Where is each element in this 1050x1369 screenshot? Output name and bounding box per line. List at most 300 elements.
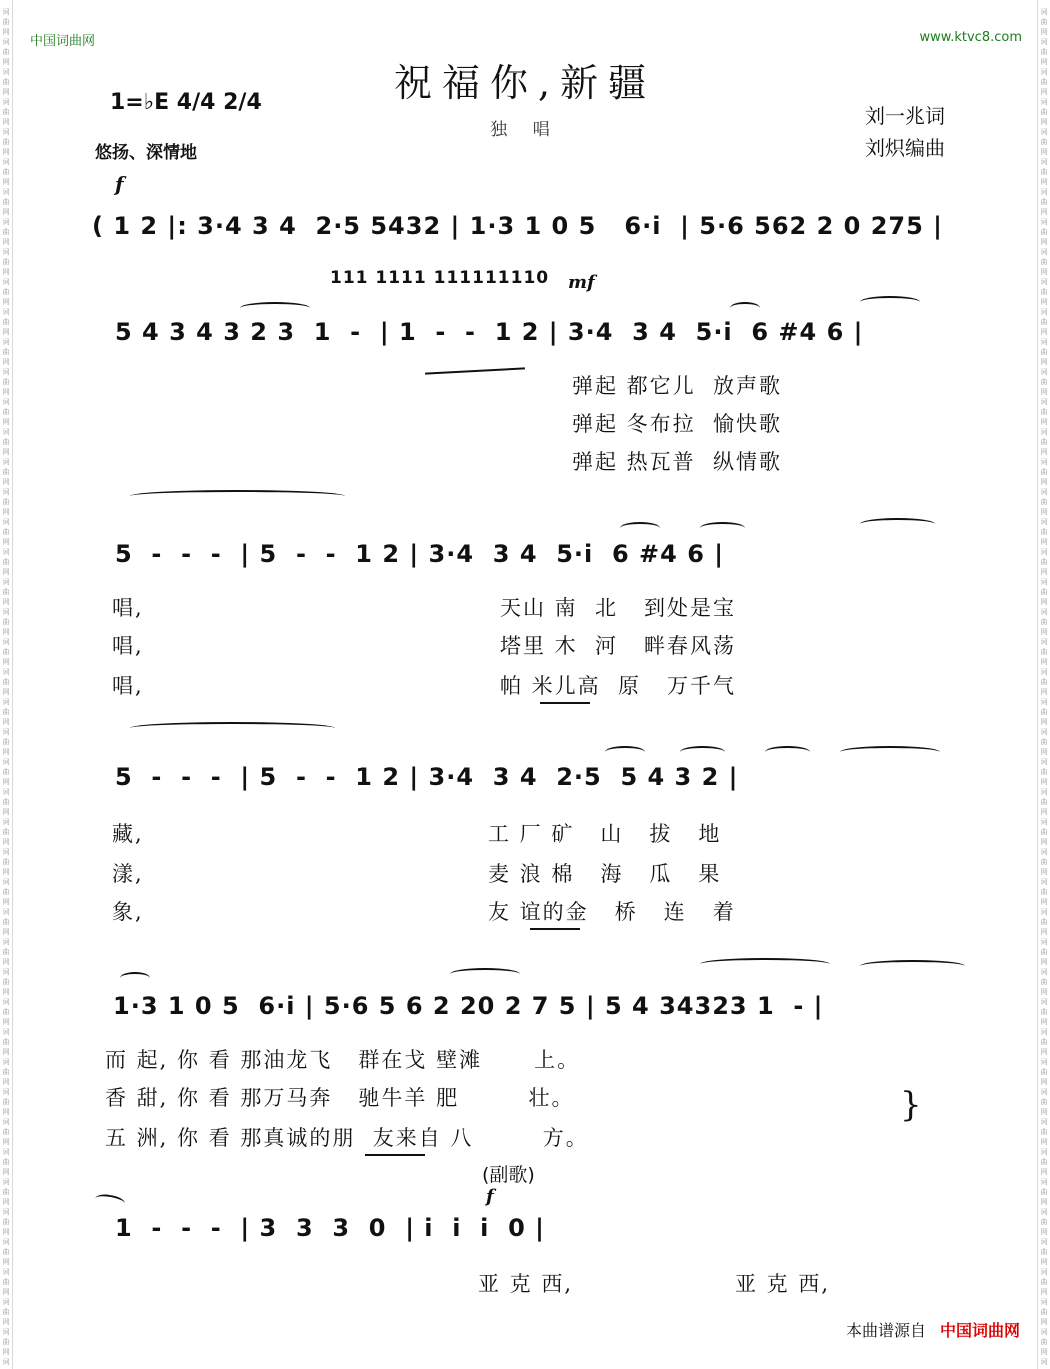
watermark-glyph: 曲 — [2, 228, 10, 236]
watermark-glyph: 词 — [2, 608, 10, 616]
watermark-glyph: 词 — [1040, 248, 1048, 256]
watermark-glyph: 词 — [1040, 758, 1048, 766]
watermark-glyph: 曲 — [1040, 1128, 1048, 1136]
watermark-glyph: 网 — [1040, 88, 1048, 96]
watermark-glyph: 曲 — [2, 558, 10, 566]
watermark-glyph: 词 — [2, 1058, 10, 1066]
watermark-glyph: 网 — [1040, 658, 1048, 666]
watermark-glyph: 曲 — [1040, 1098, 1048, 1106]
watermark-glyph: 曲 — [2, 378, 10, 386]
watermark-glyph: 曲 — [2, 948, 10, 956]
watermark-glyph: 曲 — [1040, 1308, 1048, 1316]
watermark-glyph: 网 — [2, 118, 10, 126]
watermark-glyph: 网 — [2, 868, 10, 876]
slur-mark — [840, 746, 940, 758]
site-url-right[interactable]: www.ktvc8.com — [919, 30, 1022, 45]
watermark-glyph: 网 — [1040, 748, 1048, 756]
watermark-glyph: 网 — [1040, 1078, 1048, 1086]
watermark-glyph: 曲 — [1040, 1068, 1048, 1076]
watermark-glyph: 词 — [2, 668, 10, 676]
watermark-glyph: 曲 — [1040, 678, 1048, 686]
watermark-glyph: 词 — [1040, 638, 1048, 646]
watermark-glyph: 词 — [2, 128, 10, 136]
slur-mark — [730, 302, 760, 314]
watermark-glyph: 曲 — [2, 618, 10, 626]
watermark-glyph: 曲 — [2, 828, 10, 836]
tie-mark — [130, 722, 335, 734]
watermark-glyph: 曲 — [2, 138, 10, 146]
watermark-glyph: 网 — [1040, 508, 1048, 516]
dynamic-mezzo-forte: mf — [568, 272, 595, 293]
watermark-glyph: 网 — [1040, 718, 1048, 726]
lyric-word: 漾, — [112, 862, 144, 886]
watermark-glyph: 词 — [2, 1148, 10, 1156]
verse-line: 弹起 都它儿 放声歌 — [572, 374, 783, 398]
watermark-glyph: 曲 — [2, 588, 10, 596]
watermark-glyph: 网 — [2, 1318, 10, 1326]
watermark-glyph: 曲 — [2, 1338, 10, 1346]
watermark-glyph: 网 — [2, 1168, 10, 1176]
watermark-glyph: 词 — [2, 98, 10, 106]
verse-line: 麦 浪 棉 海 瓜 果 — [488, 862, 722, 886]
watermark-glyph: 词 — [1040, 218, 1048, 226]
watermark-glyph: 词 — [2, 848, 10, 856]
watermark-glyph: 曲 — [1040, 828, 1048, 836]
watermark-glyph: 网 — [2, 88, 10, 96]
watermark-glyph: 词 — [1040, 1298, 1048, 1306]
watermark-glyph: 网 — [1040, 868, 1048, 876]
verse-line: 工 厂 矿 山 拔 地 — [488, 822, 722, 846]
watermark-glyph: 网 — [2, 778, 10, 786]
watermark-glyph: 网 — [1040, 1348, 1048, 1356]
watermark-glyph: 网 — [2, 1078, 10, 1086]
watermark-glyph: 词 — [1040, 1268, 1048, 1276]
watermark-glyph: 曲 — [2, 318, 10, 326]
watermark-glyph: 网 — [1040, 418, 1048, 426]
watermark-glyph: 词 — [2, 1328, 10, 1336]
watermark-glyph: 曲 — [1040, 108, 1048, 116]
watermark-glyph: 曲 — [1040, 408, 1048, 416]
watermark-glyph: 网 — [1040, 478, 1048, 486]
watermark-glyph: 词 — [2, 488, 10, 496]
watermark-glyph: 曲 — [1040, 528, 1048, 536]
watermark-glyph: 网 — [2, 838, 10, 846]
watermark-glyph: 网 — [2, 508, 10, 516]
watermark-glyph: 词 — [1040, 1358, 1048, 1366]
watermark-glyph: 曲 — [1040, 768, 1048, 776]
watermark-glyph: 曲 — [2, 1158, 10, 1166]
watermark-glyph: 网 — [2, 568, 10, 576]
watermark-glyph: 曲 — [1040, 738, 1048, 746]
lyric-word: 唱, — [112, 634, 144, 658]
watermark-glyph: 曲 — [2, 888, 10, 896]
watermark-glyph: 词 — [1040, 788, 1048, 796]
watermark-glyph: 词 — [2, 458, 10, 466]
watermark-glyph: 词 — [1040, 998, 1048, 1006]
slur-mark — [240, 302, 310, 314]
watermark-glyph: 网 — [1040, 568, 1048, 576]
watermark-glyph: 网 — [1040, 598, 1048, 606]
song-subtitle: 独 唱 — [490, 120, 560, 140]
watermark-glyph: 曲 — [1040, 798, 1048, 806]
watermark-glyph: 词 — [2, 818, 10, 826]
watermark-glyph: 网 — [2, 598, 10, 606]
watermark-glyph: 曲 — [2, 1278, 10, 1286]
watermark-glyph: 词 — [2, 308, 10, 316]
watermark-glyph: 词 — [2, 278, 10, 286]
watermark-glyph: 曲 — [2, 1308, 10, 1316]
staff-line-3: 5 - - - | 5 - - 1 2 | 3·4 3 4 5·i 6 #4 6 | — [115, 540, 725, 568]
watermark-glyph: 曲 — [1040, 48, 1048, 56]
watermark-glyph: 词 — [1040, 518, 1048, 526]
watermark-glyph: 曲 — [2, 1128, 10, 1136]
watermark-glyph: 词 — [2, 638, 10, 646]
verse-line: 而 起, 你 看 那油龙飞 群在戈 壁滩 上。 — [105, 1048, 581, 1072]
watermark-glyph: 曲 — [1040, 288, 1048, 296]
watermark-glyph: 网 — [2, 28, 10, 36]
watermark-glyph: 网 — [2, 58, 10, 66]
watermark-glyph: 网 — [1040, 268, 1048, 276]
decrescendo-mark — [425, 367, 525, 374]
watermark-glyph: 词 — [2, 998, 10, 1006]
watermark-glyph: 曲 — [1040, 1158, 1048, 1166]
watermark-glyph: 曲 — [1040, 258, 1048, 266]
staff-line-4: 5 - - - | 5 - - 1 2 | 3·4 3 4 2·5 5 4 3 2 | — [115, 763, 739, 791]
accent-figures: 111 1111 111111110 — [330, 268, 550, 288]
watermark-glyph: 网 — [2, 928, 10, 936]
watermark-glyph: 词 — [2, 908, 10, 916]
slur-mark — [765, 746, 810, 758]
tie-mark — [130, 490, 345, 502]
watermark-glyph: 词 — [1040, 398, 1048, 406]
watermark-glyph: 曲 — [1040, 438, 1048, 446]
watermark-glyph: 曲 — [1040, 948, 1048, 956]
lyric-word: 藏, — [112, 822, 144, 846]
watermark-glyph: 曲 — [2, 1008, 10, 1016]
watermark-glyph: 词 — [1040, 668, 1048, 676]
watermark-glyph: 曲 — [2, 978, 10, 986]
watermark-glyph: 网 — [1040, 118, 1048, 126]
watermark-glyph: 网 — [2, 1138, 10, 1146]
watermark-glyph: 网 — [2, 1258, 10, 1266]
watermark-glyph: 曲 — [1040, 978, 1048, 986]
watermark-glyph: 网 — [2, 898, 10, 906]
watermark-glyph: 曲 — [2, 408, 10, 416]
slur-mark — [860, 518, 935, 530]
watermark-glyph: 曲 — [2, 768, 10, 776]
dynamic-forte: f — [115, 172, 124, 196]
watermark-glyph: 词 — [2, 1178, 10, 1186]
watermark-glyph: 词 — [1040, 1118, 1048, 1126]
watermark-glyph: 网 — [2, 298, 10, 306]
watermark-glyph: 曲 — [2, 348, 10, 356]
watermark-glyph: 网 — [1040, 1288, 1048, 1296]
watermark-glyph: 词 — [1040, 1088, 1048, 1096]
watermark-glyph: 网 — [2, 148, 10, 156]
watermark-glyph: 网 — [2, 268, 10, 276]
watermark-glyph: 网 — [1040, 688, 1048, 696]
watermark-glyph: 词 — [2, 518, 10, 526]
watermark-glyph: 词 — [1040, 728, 1048, 736]
watermark-glyph: 网 — [2, 538, 10, 546]
watermark-glyph: 词 — [2, 398, 10, 406]
watermark-glyph: 词 — [2, 1298, 10, 1306]
watermark-glyph: 网 — [1040, 1258, 1048, 1266]
watermark-glyph: 词 — [2, 758, 10, 766]
watermark-glyph: 词 — [2, 1118, 10, 1126]
slur-mark — [700, 522, 745, 534]
key-signature: 1=♭E 4/4 2/4 — [110, 90, 262, 115]
watermark-glyph: 词 — [1040, 878, 1048, 886]
watermark-glyph: 词 — [1040, 1148, 1048, 1156]
watermark-glyph: 网 — [2, 238, 10, 246]
slur-mark — [450, 968, 520, 980]
right-watermark-strip — [1037, 0, 1050, 1369]
watermark-glyph: 网 — [2, 1228, 10, 1236]
verse-line: 弹起 热瓦普 纵情歌 — [572, 450, 783, 474]
watermark-glyph: 词 — [1040, 458, 1048, 466]
left-watermark-strip — [0, 0, 13, 1369]
watermark-glyph: 词 — [2, 1088, 10, 1096]
watermark-glyph: 曲 — [1040, 1248, 1048, 1256]
watermark-glyph: 网 — [2, 958, 10, 966]
watermark-glyph: 词 — [2, 188, 10, 196]
watermark-glyph: 网 — [1040, 1108, 1048, 1116]
watermark-glyph: 词 — [1040, 188, 1048, 196]
watermark-glyph: 网 — [1040, 1318, 1048, 1326]
watermark-glyph: 曲 — [1040, 78, 1048, 86]
watermark-glyph: 词 — [1040, 698, 1048, 706]
watermark-glyph: 词 — [1040, 338, 1048, 346]
watermark-glyph: 曲 — [1040, 1008, 1048, 1016]
watermark-glyph: 词 — [1040, 1058, 1048, 1066]
watermark-glyph: 网 — [1040, 448, 1048, 456]
watermark-glyph: 网 — [2, 688, 10, 696]
watermark-glyph: 曲 — [1040, 918, 1048, 926]
watermark-glyph: 曲 — [1040, 888, 1048, 896]
refrain-marking: (副歌) — [482, 1164, 535, 1186]
lyric-word: 亚 克 西, — [478, 1272, 574, 1296]
slur-mark — [605, 746, 645, 758]
watermark-glyph: 词 — [1040, 68, 1048, 76]
watermark-glyph: 词 — [1040, 818, 1048, 826]
verse-brace: } — [900, 1085, 922, 1125]
watermark-glyph: 词 — [1040, 578, 1048, 586]
watermark-glyph: 词 — [1040, 128, 1048, 136]
slur-mark — [680, 746, 725, 758]
source-brand-link[interactable]: 中国词曲网 — [939, 1321, 1020, 1340]
watermark-glyph: 网 — [1040, 388, 1048, 396]
verse-line: 香 甜, 你 看 那万马奔 驰牛羊 肥 壮。 — [105, 1086, 575, 1110]
watermark-glyph: 词 — [1040, 308, 1048, 316]
watermark-glyph: 词 — [1040, 8, 1048, 16]
watermark-glyph: 网 — [1040, 1168, 1048, 1176]
watermark-glyph: 曲 — [2, 858, 10, 866]
watermark-glyph: 词 — [1040, 1178, 1048, 1186]
watermark-glyph: 词 — [2, 248, 10, 256]
watermark-glyph: 词 — [1040, 428, 1048, 436]
watermark-glyph: 曲 — [1040, 708, 1048, 716]
watermark-glyph: 词 — [1040, 968, 1048, 976]
watermark-glyph: 词 — [2, 1238, 10, 1246]
watermark-glyph: 网 — [1040, 1048, 1048, 1056]
watermark-glyph: 网 — [2, 808, 10, 816]
lyric-underline — [540, 702, 590, 704]
watermark-glyph: 网 — [1040, 838, 1048, 846]
source-footer — [846, 1318, 1020, 1341]
watermark-glyph: 网 — [1040, 58, 1048, 66]
tempo-marking: 悠扬、深情地 — [95, 143, 197, 163]
lyric-word: 亚 克 西, — [735, 1272, 831, 1296]
watermark-glyph: 词 — [2, 1358, 10, 1366]
staff-line-1: ( 1 2 |: 3·4 3 4 2·5 5432 | 1·3 1 0 5 6·i | 5·6 562 2 0 275 | — [92, 212, 943, 240]
watermark-glyph: 曲 — [2, 738, 10, 746]
watermark-glyph: 网 — [2, 748, 10, 756]
watermark-glyph: 网 — [2, 1108, 10, 1116]
slur-mark — [620, 522, 660, 534]
watermark-glyph: 网 — [2, 1048, 10, 1056]
watermark-glyph: 网 — [1040, 538, 1048, 546]
watermark-glyph: 网 — [2, 178, 10, 186]
watermark-glyph: 曲 — [2, 438, 10, 446]
watermark-glyph: 网 — [2, 1288, 10, 1296]
watermark-glyph: 曲 — [1040, 648, 1048, 656]
composer-credit: 刘炽编曲 — [865, 136, 945, 160]
song-title: 祝福你,新疆 — [393, 61, 657, 105]
watermark-glyph: 网 — [2, 328, 10, 336]
watermark-glyph: 网 — [2, 988, 10, 996]
watermark-glyph: 词 — [2, 38, 10, 46]
watermark-glyph: 词 — [2, 578, 10, 586]
watermark-glyph: 词 — [2, 1208, 10, 1216]
watermark-glyph: 曲 — [2, 1068, 10, 1076]
watermark-glyph: 词 — [2, 368, 10, 376]
watermark-glyph: 网 — [2, 1198, 10, 1206]
watermark-glyph: 词 — [2, 728, 10, 736]
watermark-glyph: 网 — [1040, 298, 1048, 306]
watermark-glyph: 曲 — [2, 1248, 10, 1256]
watermark-glyph: 词 — [1040, 848, 1048, 856]
watermark-glyph: 词 — [2, 68, 10, 76]
watermark-glyph: 词 — [2, 338, 10, 346]
watermark-glyph: 词 — [1040, 1238, 1048, 1246]
watermark-glyph: 词 — [2, 428, 10, 436]
watermark-glyph: 曲 — [1040, 618, 1048, 626]
watermark-glyph: 曲 — [1040, 588, 1048, 596]
tie-mark — [94, 1192, 126, 1209]
watermark-glyph: 词 — [2, 548, 10, 556]
watermark-glyph: 词 — [2, 218, 10, 226]
watermark-glyph: 曲 — [2, 198, 10, 206]
tie-mark — [700, 958, 830, 970]
watermark-glyph: 词 — [1040, 548, 1048, 556]
watermark-glyph: 网 — [1040, 1198, 1048, 1206]
watermark-glyph: 词 — [2, 938, 10, 946]
watermark-glyph: 词 — [1040, 368, 1048, 376]
watermark-glyph: 词 — [2, 878, 10, 886]
verse-line: 帕 米儿高 原 万千气 — [500, 674, 737, 698]
lyric-word: 唱, — [112, 674, 144, 698]
watermark-glyph: 词 — [2, 788, 10, 796]
verse-line: 五 洲, 你 看 那真诚的朋 友来自 八 方。 — [105, 1126, 589, 1150]
watermark-glyph: 曲 — [1040, 228, 1048, 236]
watermark-glyph: 网 — [1040, 958, 1048, 966]
watermark-glyph: 词 — [1040, 608, 1048, 616]
lyric-underline — [530, 928, 580, 930]
watermark-glyph: 曲 — [2, 678, 10, 686]
watermark-glyph: 网 — [2, 1018, 10, 1026]
watermark-glyph: 词 — [2, 1028, 10, 1036]
lyricist-credit: 刘一兆词 — [865, 104, 945, 128]
watermark-glyph: 网 — [1040, 808, 1048, 816]
watermark-glyph: 曲 — [2, 498, 10, 506]
watermark-glyph: 曲 — [2, 168, 10, 176]
lyric-word: 象, — [112, 900, 144, 924]
watermark-glyph: 曲 — [2, 528, 10, 536]
site-name-left[interactable]: 中国词曲网 — [30, 34, 96, 49]
watermark-glyph: 词 — [2, 698, 10, 706]
source-label: 本曲谱源自 — [845, 1321, 926, 1340]
watermark-glyph: 曲 — [2, 468, 10, 476]
staff-line-2: 5 4 3 4 3 2 3 1 - | 1 - - 1 2 | 3·4 3 4 5·i 6 #4 6 | — [115, 318, 864, 346]
watermark-glyph: 网 — [2, 418, 10, 426]
watermark-glyph: 词 — [2, 8, 10, 16]
watermark-glyph: 网 — [2, 208, 10, 216]
watermark-glyph: 曲 — [1040, 18, 1048, 26]
watermark-glyph: 词 — [1040, 938, 1048, 946]
watermark-glyph: 曲 — [2, 18, 10, 26]
verse-line: 友 谊的金 桥 连 着 — [488, 900, 736, 924]
watermark-glyph: 网 — [2, 658, 10, 666]
watermark-glyph: 网 — [1040, 238, 1048, 246]
watermark-glyph: 曲 — [2, 648, 10, 656]
watermark-glyph: 词 — [1040, 1208, 1048, 1216]
watermark-glyph: 词 — [1040, 908, 1048, 916]
watermark-glyph: 网 — [1040, 328, 1048, 336]
slur-mark — [860, 296, 920, 308]
watermark-glyph: 词 — [2, 158, 10, 166]
lyric-word: 唱, — [112, 596, 144, 620]
watermark-glyph: 曲 — [1040, 318, 1048, 326]
watermark-glyph: 词 — [1040, 1028, 1048, 1036]
watermark-glyph: 曲 — [2, 78, 10, 86]
watermark-glyph: 网 — [2, 358, 10, 366]
watermark-glyph: 网 — [2, 628, 10, 636]
watermark-glyph: 网 — [1040, 148, 1048, 156]
watermark-glyph: 曲 — [1040, 1038, 1048, 1046]
slur-mark — [120, 972, 150, 984]
watermark-glyph: 网 — [1040, 358, 1048, 366]
watermark-glyph: 曲 — [1040, 168, 1048, 176]
watermark-glyph: 词 — [1040, 278, 1048, 286]
watermark-glyph: 曲 — [1040, 558, 1048, 566]
watermark-glyph: 网 — [1040, 28, 1048, 36]
watermark-glyph: 词 — [1040, 98, 1048, 106]
watermark-glyph: 曲 — [1040, 1278, 1048, 1286]
watermark-glyph: 曲 — [1040, 1218, 1048, 1226]
watermark-glyph: 曲 — [2, 1218, 10, 1226]
watermark-glyph: 网 — [1040, 628, 1048, 636]
watermark-glyph: 曲 — [2, 288, 10, 296]
watermark-glyph: 网 — [1040, 778, 1048, 786]
staff-line-6: 1 - - - | 3 3 3 0 | i i i 0 | — [115, 1214, 545, 1242]
watermark-glyph: 曲 — [2, 258, 10, 266]
tie-mark — [860, 960, 965, 972]
watermark-glyph: 曲 — [2, 1038, 10, 1046]
watermark-glyph: 网 — [1040, 1018, 1048, 1026]
watermark-glyph: 网 — [2, 448, 10, 456]
watermark-glyph: 曲 — [1040, 378, 1048, 386]
